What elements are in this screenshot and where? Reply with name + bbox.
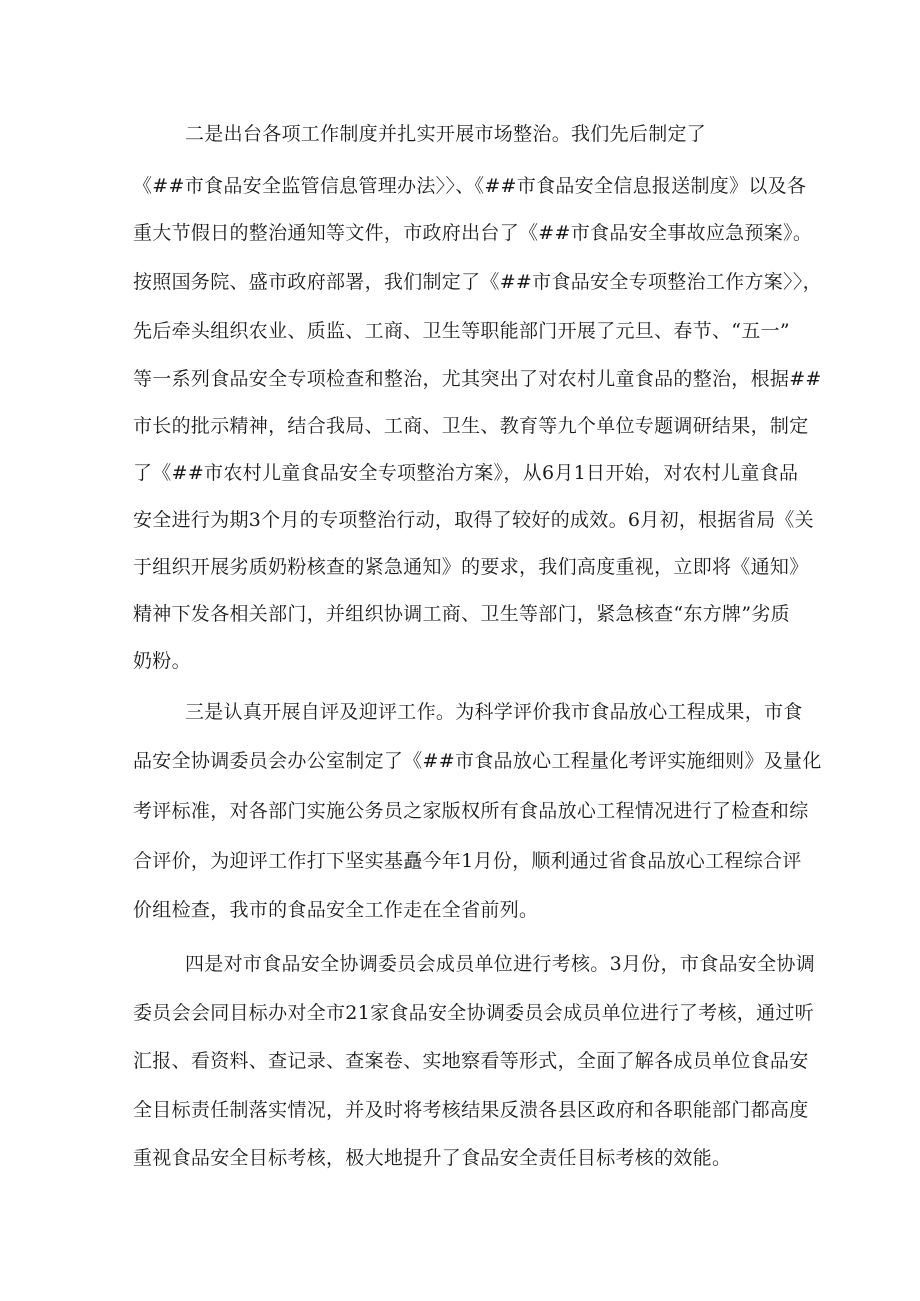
text-line: 市长的批示精神，结合我局、工商、卫生、教育等九个单位专题调研结果，制定: [133, 415, 809, 437]
text-line: 先后牵头组织农业、质监、工商、卫生等职能部门开展了元旦、春节、“五一”: [133, 320, 790, 342]
text-line: 重大节假日的整治通知等文件，市政府出台了《##市食品安全事故应急预案》。: [133, 222, 813, 244]
text-line: 考评标准，对各部门实施公务员之家版权所有食品放心工程情况进行了检查和综: [133, 800, 809, 822]
text-line: 委员会会同目标办对全市21家食品安全协调委员会成员单位进行了考核，通过听: [133, 1002, 814, 1024]
text-line: 合评价，为迎评工作打下坚实基矗今年1月份，顺利通过省食品放心工程综合评: [133, 850, 802, 872]
text-line: 了《##市农村儿童食品安全专项整治方案》，从6月1日开始，对农村儿童食品: [133, 462, 799, 484]
text-line: 全目标责任制落实情况，并及时将考核结果反溃各县区政府和各职能部门都高度: [133, 1099, 809, 1121]
text-line: 三是认真开展自评及迎评工作。为科学评价我市食品放心工程成果，市食: [185, 701, 803, 723]
text-line: 四是对市食品安全协调委员会成员单位进行考核。3月份，市食品安全协调: [185, 953, 815, 975]
text-line: 重视食品安全目标考核，极大地提升了食品安全责任目标考核的效能。: [133, 1147, 732, 1169]
text-line: 二是出台各项工作制度并扎实开展市场整治。我们先后制定了: [185, 123, 707, 145]
text-line: 《##市食品安全监管信息管理办法〉〉、《##市食品安全信息报送制度》以及各: [133, 175, 807, 197]
text-line: 等一系列食品安全专项检查和整治，尤其突出了对农村儿童食品的整治，根据##: [133, 368, 822, 390]
text-line: 奶粉。: [133, 650, 191, 672]
text-line: 汇报、看资料、查记录、查案卷、实地察看等形式，全面了解各成员单位食品安: [133, 1050, 809, 1072]
text-line: 安全进行为期3个月的专项整治行动，取得了较好的成效。6月初，根据省局《关: [133, 509, 814, 531]
text-line: 精神下发各相关部门，并组织协调工商、卫生等部门，紧急核查“东方牌”劣质: [133, 603, 790, 625]
text-line: 按照国务院、盛市政府部署，我们制定了《##市食品安全专项整治工作方案〉〉，: [133, 271, 822, 293]
text-line: 价组检查，我市的食品安全工作走在全省前列。: [133, 899, 539, 921]
text-line: 于组织开展劣质奶粉核查的紧急通知》的要求，我们高度重视，立即将《通知》: [133, 556, 809, 578]
text-line: 品安全协调委员会办公室制定了《##市食品放心工程量化考评实施细则》及量化: [133, 750, 822, 772]
